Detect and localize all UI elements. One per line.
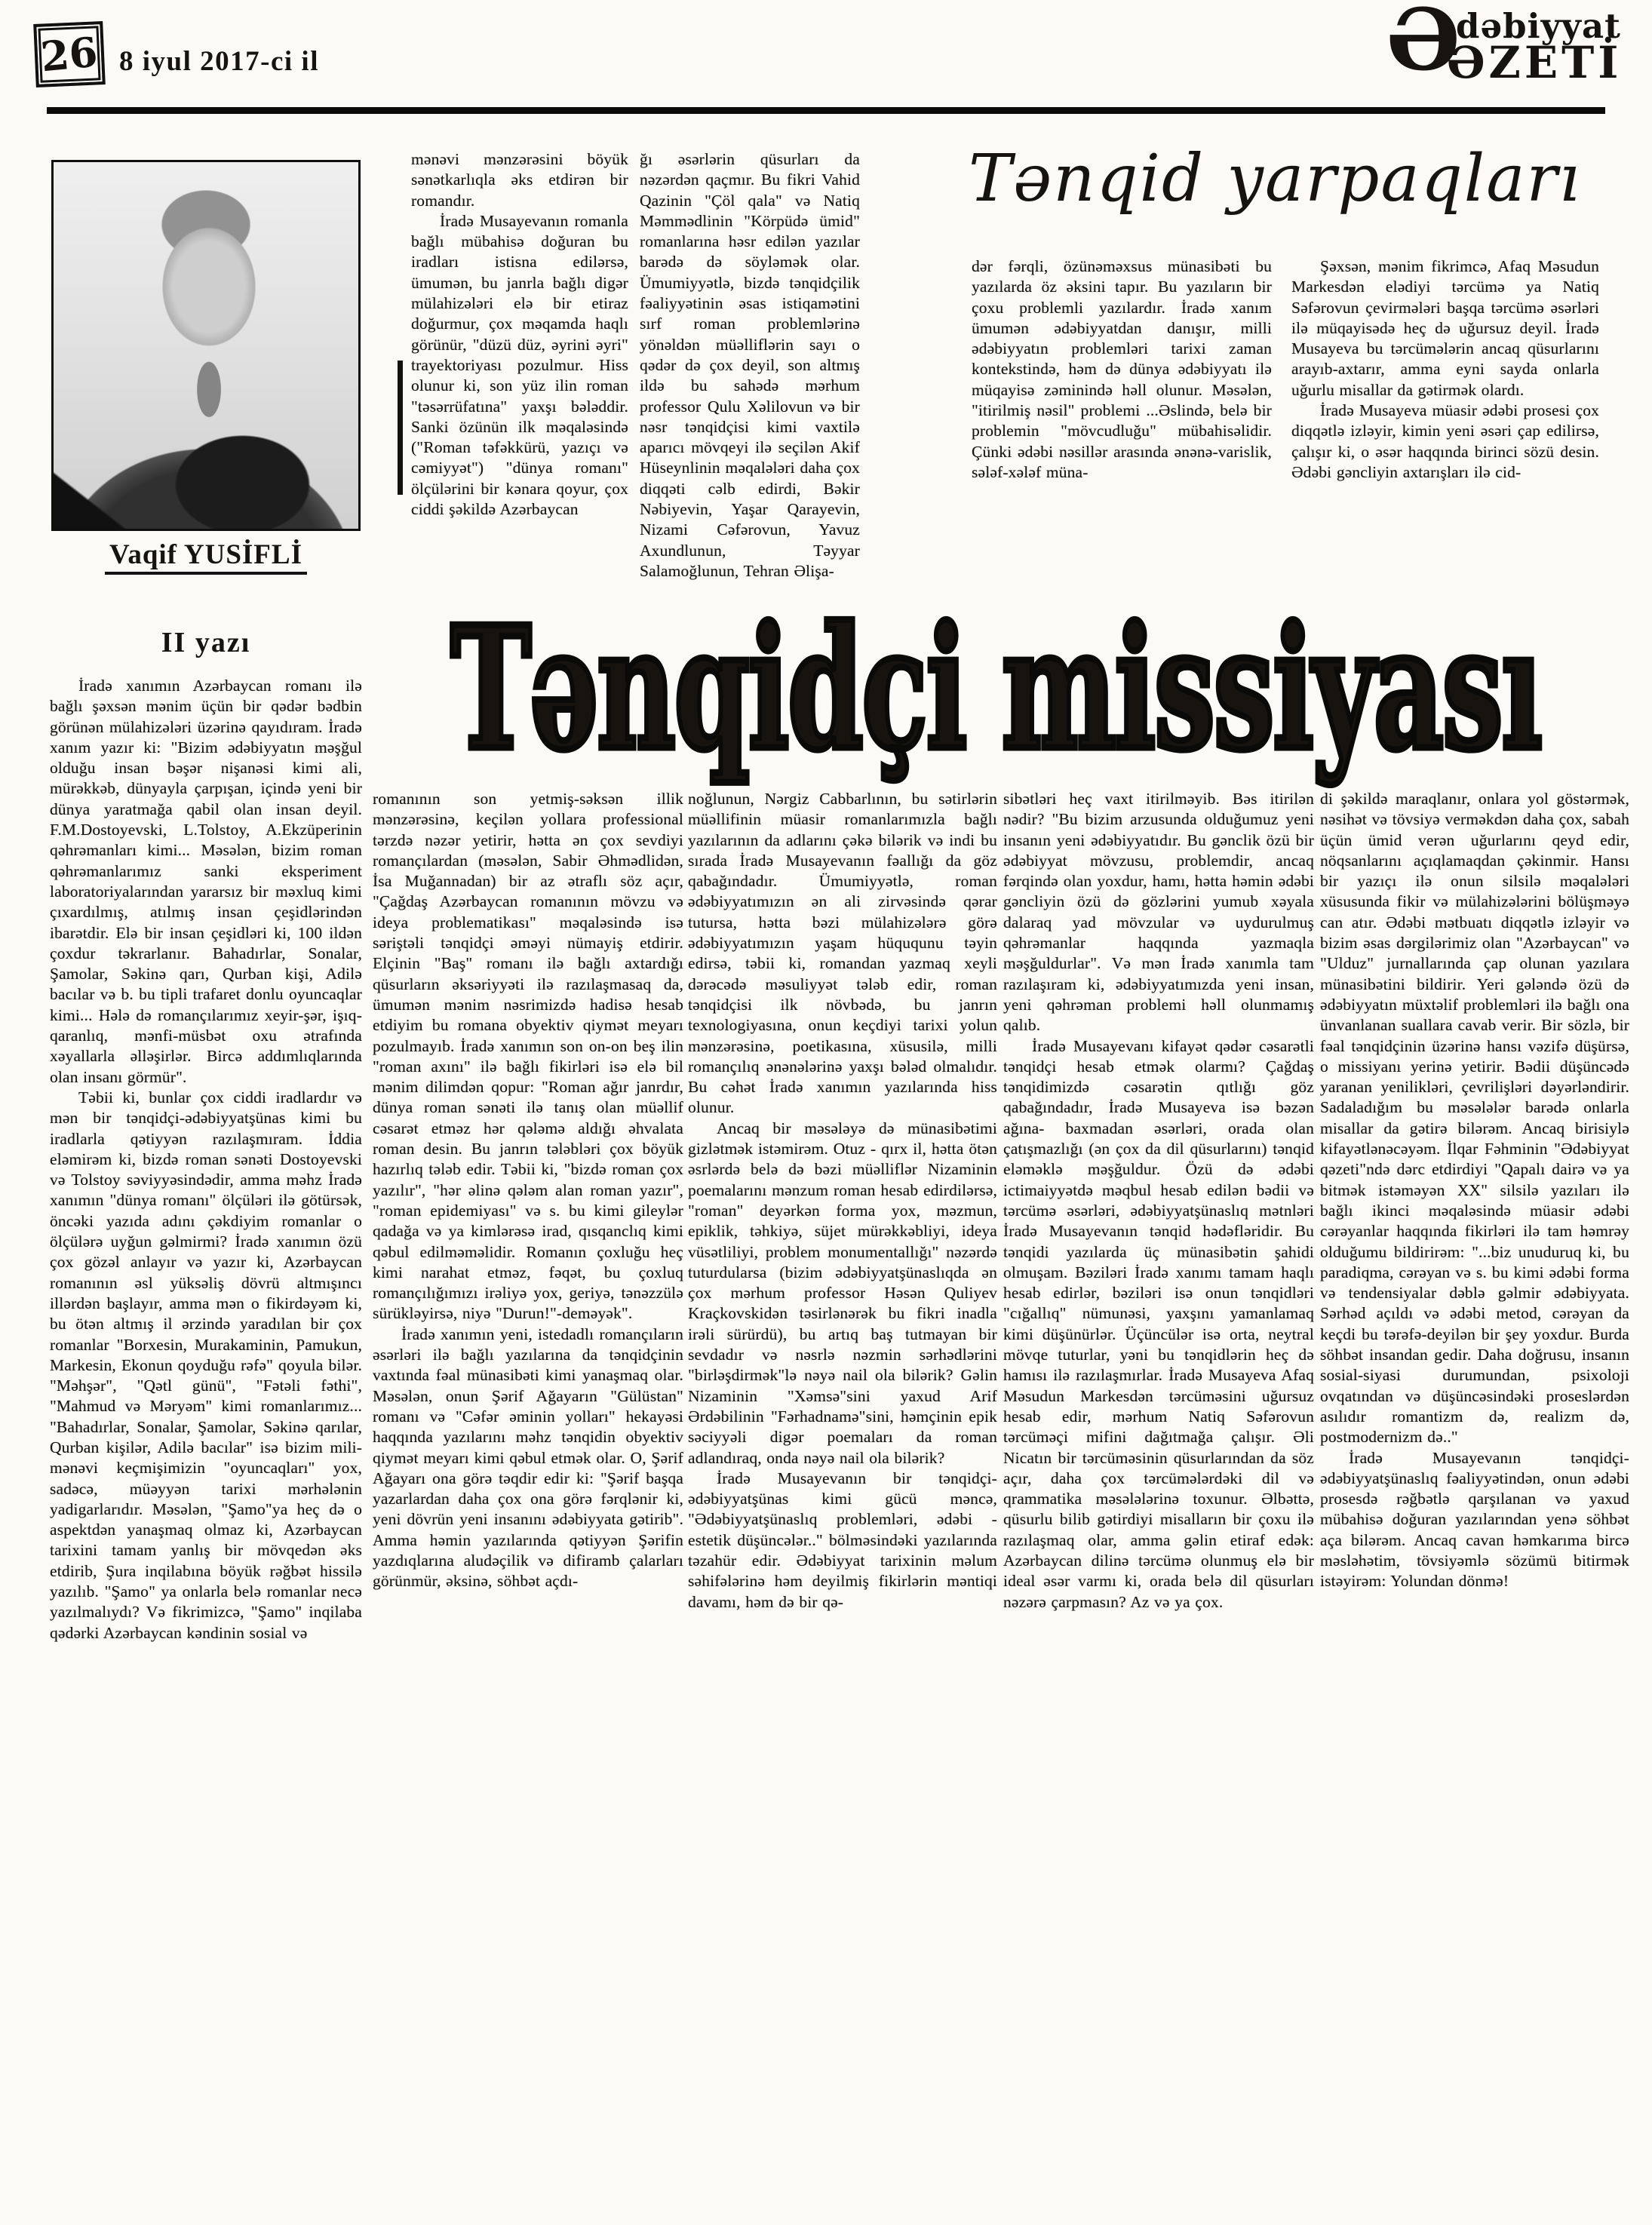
body-column-3	[688, 789, 997, 2193]
paragraph: İradə Musayevanın romanla bağlı mübahisə doğuran bu iradları istisna edilərsə, ümumən, bu janrla bağlı digər mülahizələri elə bir etiraz doğurmur, çox məqamda haqlı görünür, "düzü düz, əyrini əyri" trayektoriyası pozulmur. Hiss olunur ki, son yüz ilin roman "təsərrüfatına" yaxşı bələddir. Sanki özünün ilk məqaləsində ("Roman təfəkkürü, yazıçı və cəmiyyət") "dünya romanı" ölçülərini bir kənara qoyur, çox ciddi şəkildə Azərbaycan	[411, 211, 628, 519]
paragraph: Təbii ki, bunlar çox ciddi iradlardır və mən bir tənqidçi-ədəbiyyatşünas kimi bu iradlarla qətiyyən razılaşmıram. İddia eləmirəm ki, bizdə roman sənəti Dostoyevski və Tolstoy səviyyəsindədir, amma məhz İradə xanımın "dünya romanı" ölçüləri ilə götürsək, öncəki yazıda adını çəkdiyim romanlar o ölçülərə uyğun gəlmirmi? İradə xanımın özü çox gözəl anlayır və yazır ki, Azərbaycan romanının əsl yüksəliş dövrü altmışıncı illərdən başlayır, amma mən o fikirdəyəm ki, bu ötən altmış il ərzində yaradılan bir çox romanlar "Borxesin, Murakaminin, Pamukun, Markesin, Ekonun qoyduğu rəfə" qoyula bilər. "Məhşər", "Qətl günü", "Fətəli fəthi", "Mahmud və Məryəm" kimi romanlarımız... "Bahadırlar, Sonalar, Şamolar, Səkinə qarılar, Qurban kişilər, Adilə bacılar" isə bizim mili-mənəvi keçmişimizin "oyuncaqları" yox, sadəcə, müəyyən tarixi mərhələnin yadigarlarıdır. Məsələn, "Şamo"ya heç də o aspektdən yanaşmaq olmaz ki, Azərbaycan tarixini tamam yanlış bir mövqedən əks etdirib, Şura inqilabına böyük rəğbət hissilə yazılıb. "Şamo" ya onlarla belə romanlar necə yazılmalıydı? Və fikrimizcə, "Şamo" inqilaba qədərki Azərbaycan kəndinin sosial və	[50, 1088, 362, 1642]
paragraph: noğlunun, Nərgiz Cabbarlının, bu sətirlərin müəllifinin müasir romanlarımızla bağlı yazılarının da adlarını çəkə bilərik və indi bu sırada İradə Musayevanın fəallığı da göz qabağındadır. Ümumiyyətlə, roman ədəbiyyatımızın ən ali zirvəsində qərar tutursa, hətta bəzi mülahizələrə görə ədəbiyyatımızın yaşam hüququnu təyin edirsə, təbii ki, romandan yazmaq xeyli dərəcədə məsuliyyət tələb edir, roman tənqidçisi ilk növbədə, bu janrın texnologiyasına, onun keçdiyi tarixi yolun mənzərəsinə, poetikasına, xüsusilə, milli romançılıq ənənələrinə yaxşı bələd olmalıdır. Bu cəhət İradə xanımın yazılarında hiss olunur.	[688, 790, 997, 1117]
header-rule	[47, 107, 1605, 114]
page-date: 8 iyul 2017-ci il	[119, 46, 319, 77]
body-column-1	[50, 676, 362, 2193]
photo-caption-text: Vaqif YUSİFLİ	[105, 539, 307, 575]
page-number-box	[33, 21, 106, 87]
paragraph: İradə Musayeva müasir ədəbi prosesi çox diqqətlə izləyir, kimin yeni əsəri çap edilirsə, çalışır ki, o əsər haqqında birinci sözü desin. Ədəbi gəncliyin axtarışları ilə cid-	[1291, 401, 1599, 481]
paragraph: İradə Musayevanı kifayət qədər cəsarətli tənqidçi hesab etmək olarmı? Çağdaş tənqidimizdə cəsarətin qıtlığı göz qabağındadır, İradə Musayeva isə bəzən ağına- baxmadan əsərləri, orada olan çatışmazlığı (ən çox da dil qüsurlarını) tənqid eləməklə məşğuldur. Özü də ədəbi ictimaiyyətdə məqbul hesab edilən bədii və tərcümə əsərləri, ədəbiyyatşünaslıq mətnləri İradə Musayevanın tənqid hədəfləridir. Bu tənqidi yazılarda üç münasibətin şahidi olmuşam. Bəziləri İradə xanımı tamam haqlı hesab edirlər, bəziləri isə onun tənqidləri "cığallıq" nümunəsi, yaxşını yamanlamaq kimi düşünürlər. Üçüncülər isə orta, neytral mövqe tuturlar, yəni bu tənqidlərin heç də hamısı ilə razılaşmırlar. İradə Musayeva Afaq Məsudun Markesdən tərcüməsini uğursuz hesab edir, mərhum Natiq Səfərovun tərcüməçi mifini dağıtmağa çalışır. Əli Nicatın bir tərcüməsinin qüsurlarından da söz açır, daha çox tərcümələrdəki dil və qrammatika məsələlərinə toxunur. Əlbəttə, qüsurlu bilib gətirdiyi misalların bir çoxu ilə razılaşmaq olar, amma gəlin etiraf edək: Azərbaycan dilinə tərcümə olunmuş elə bir ideal əsər varmı ki, orada belə dil qüsurları nəzərə çarpmasın? Az və ya çox.	[1003, 1036, 1314, 1611]
lead-column-2	[640, 149, 860, 596]
rubric-title: Tənqid yarpaqları	[968, 141, 1582, 216]
scan-artifact	[398, 361, 403, 495]
paragraph: romanının son yetmiş-səksən illik mənzərəsinə, keçilən yollara professional tərzdə nəzər yetirir, hətta ən çox sevdiyi romançılardan (məsələn, Sabir Əhmədlidən, İsa Muğannadan) bir az ətraflı söz açır, "Çağdaş Azərbaycan romanının mövzu və ideya problematikası" məqaləsində isə səriştəli tənqidçi əməyi nümayiş etdirir. Elçinin "Baş" romanı ilə bağlı axtardığı qüsurların əksəriyyəti ilə razılaşmasaq da, ümumən mənim nəsrimizdə hadisə hesab etdiyim bu romana obyektiv qiymət meyarı pozulmayıb. İradə xanımın son on-on beş ilin "roman axını" ilə bağlı fikirləri isə elə bil mənim dilimdən qopur: "Roman ağır janrdır, dünya roman sənəti ilə tanış olan müəllif cəsarət etməz hər qələmə aldığı əhvalata roman desin. Bu janrın tələbləri çox böyük hazırlıq tələb edir. Təbii ki, "bizdə roman çox yazılır", "hər əlinə qələm alan roman yazır", "roman epidemiyası" və s. bu kimi gileylər qadağa və ya kimlərəsə irad, qısqanclıq kimi qəbul edilməməlidir. Romanın çoxluğu heç kimi narahat etməz, fəqət, bu çoxluq romançılığımızı irəliyə yox, geriyə, tənəzzülə sürükləyirsə, niyə "Durun!"-deməyək".	[373, 790, 683, 1323]
paragraph: sibətləri heç vaxt itirilməyib. Bəs itirilən nədir? "Bu bizim arzusunda olduğumuz yeni insanın yeni ədəbiyyatıdır. Bu gənclik özü bir ədəbiyyat mövzusu, problemdir, ancaq fərqində olan yoxdur, hamı, hətta həmin ədəbi gəncliyin özü də gözlərini yumub xəyala dalaraq yad mövzular və uydurulmuş qəhrəmanlar haqqında yazmaqla məşğuldurlar". Və mən İradə xanımla tam razılaşıram ki, ədəbiyyatımızda yeni insan, yeni qəhrəman problemi həll olunmamış qalıb.	[1003, 790, 1314, 1035]
main-headline-text: Tənqidçi missiyası	[450, 591, 1541, 788]
main-headline	[361, 593, 1631, 786]
paragraph: di şəkildə maraqlanır, onlara yol göstərmək, nəsihət və tövsiyə verməkdən daha çox, sabah üçün ümid verən uğurlarını qeyd edir, nöqsanlarını açıqlamaqdan çəkinmir. Hansı bir yazıçı ilə onun silsilə məqalələri xüsusunda fikir və mülahizələrini bölüşməyə can atır. Ədəbi mətbuatı diqqətlə izləyir və bizim əsas dərgilərimiz olan "Azərbaycan" və "Ulduz" jurnallarında çap olunan yazılara münasibətini bildirir. Yeri gələndə özü də ədəbiyyatın müxtəlif problemləri ilə bağlı ona ünvanlanan suallara cavab verir. Bir sözlə, bir fəal tənqidçinin üzərinə hansı vəzifə düşürsə, o missiyanı yerinə yetirir. Bədii düşüncədə yaranan yenilikləri, çevrilişləri dəyərləndirir. Sadaladığım bu məsələlər barədə onlarla misallar da gətirə bilərəm. Ancaq birisiylə kifayətlənəcəyəm. İlqar Fəhminin "Ədəbiyyat qəzeti"ndə dərc etdirdiyi "Qapalı dairə və ya bitmək istəməyən XX" silsilə yazıları ilə bağlı ikinci məqaləsində müasir ədəbi cərəyanlar haqqında fikirləri ilə tam həmrəy olduğumu bildirirəm: "...biz unuduruq ki, bu paradiqma, cərəyan və s. bu kimi ədəbi forma və tendensiyalar dəblə gəlmir ədəbiyyata. Sərhəd açıldı və ədəbi metod, cərəyan da keçdi bu tərəfə-deyilən bir şey yoxdur. Burda söhbət insandan gedir. Daha doğrusu, insanın sosial-siyasi durumundan, psixoloji ovqatından və düşüncəsindəki proseslərdən asılıdır romantizm də, realizm də, postmodernizm də.."	[1320, 790, 1629, 1447]
paragraph: mənəvi mənzərəsini böyük sənətkarlıqla əks etdirən bir romandır.	[411, 150, 628, 210]
masthead-ae-ligature-icon: Ə	[1386, 0, 1460, 90]
paragraph: ğı əsərlərin qüsurları da nəzərdən qaçmır. Bu fikri Vahid Qazinin "Çöl qala" və Natiq Məmmədlinin "Körpüdə ümid" romanlarına həsr edilən yazılar barədə də söyləmək olar. Ümumiyyətlə, bizdə tənqidçilik fəaliyyətinin əsas istiqamətini sırf roman problemlərinə yönəldən müəlliflərin sayı o qədər də çox deyil, son altmış ildə bu sahədə mərhum professor Qulu Xəlilovun və bir nəsr tənqidçisi kimi vaxtilə aparıcı mövqeyi ilə seçilən Akif Hüseynlinin məqalələri daha çox diqqəti cəlb edirdi, Bəkir Nəbiyevin, Yaşar Qarayevin, Nizami Cəfərovun, Yavuz Axundlunun, Təyyar Salamoğlunun, Tehran Əlişa-	[640, 150, 860, 580]
paragraph: İradə xanımın yeni, istedadlı romançıların əsərləri ilə bağlı yazılarına da tənqidçinin vaxtında fəal münasibəti kimi yanaşmaq olar. Məsələn, onun Şərif Ağayarın "Gülüstan" romanı və "Cəfər əminin yolları" hekayəsi haqqında yazılarını məhz tənqidin obyektiv qiymət meyarı kimi qəbul etmək olar. O, Şərif Ağayarı ona görə təqdir edir ki: "Şərif başqa yazarlardan daha çox ona görə fərqlənir ki, yeni dövrün yeni insanını ədəbiyyata gətirib". Amma həmin yazılarında qətiyyən Şərifin yazdıqlarına aludəçilik və difiramb çalarları görünmür, əksinə, söhbət açdı-	[373, 1324, 683, 1591]
paragraph: İradə Musayevanın tənqidçi-ədəbiyyatşünaslıq fəaliyyətindən, onun ədəbi prosesdə rəğbətlə qarşılanan və yaxud mübahisə doğuran yazılarından yenə söhbət aça bilərəm. Ancaq cavan həmkarıma bircə məsləhətim, tövsiyəmlə sözümü bitirmək istəyirəm: Yolundan dönmə!	[1320, 1448, 1629, 1591]
paragraph: İradə Musayevanın bir tənqidçi-ədəbiyyatşünas kimi gücü məncə, "Ədəbiyyatşünaslıq problemləri, ədəbi - estetik düşüncələr.." bölməsindəki yazılarında təzahür edir. Ədəbiyyat tarixinin məlum səhifələrinə həm deyilmiş fikirlərin məntiqi davamı, həm də bir qə-	[688, 1468, 997, 1611]
masthead	[1386, 0, 1623, 90]
body-column-5	[1320, 789, 1629, 2193]
lead-column-1	[411, 149, 628, 596]
photo-caption	[51, 539, 361, 571]
paragraph: Ancaq bir məsələyə də münasibətimi gizlətmək istəmirəm. Otuz - qırx il, hətta ötən əsrlərdə belə də bəzi müəlliflər Nizaminin poemalarını mənzum roman hesab edirdilərsə, "roman" deyərkən forma yox, məzmun, epiklik, təhkiyə, süjet mürəkkəbliyi, ideya vüsətliliyi, problem monumentallığı" nəzərdə tuturdularsa (bizim ədəbiyyatşünaslıqda ən çox mərhum professor Həsən Quliyev Kraçkovskidən təsirlənərək bu fikri inadla irəli sürürdü), bu artıq baş tutmayan bir sevdadır və nəsrlə nəzmin sərhədlərini "birləşdirmək"lə nəyə nail ola bilərik? Gəlin Nizaminin "Xəmsə"sini yaxud Arif Ərdəbilinin "Fərhadnamə"sini, həmçinin epik səciyyəli digər poemaları da roman adlandıraq, onda nəyə nail ola bilərik?	[688, 1119, 997, 1467]
paragraph: dər fərqli, özünəməxsus münasibəti bu yazılarda öz əksini tapır. Bu yazıların bir çoxu problemli yazılardır. İradə xanım ümumən ədəbiyyatdan danışır, milli ədəbiyyatın problemləri tarixi zaman kontekstində, həm də dünya ədəbiyyatı ilə müqayisə zəminində həll olunur. Məsələn, "itirilmiş nəsil" problemi ...Əslində, belə bir problemin "mövcudluğu" mübahisəlidir. Çünki ədəbi nəsillər arasında ənənə-varislik, sələf-xələf müna-	[972, 257, 1272, 481]
page-number: 26	[38, 27, 100, 81]
rubric-column-1	[972, 256, 1272, 600]
body-column-2	[373, 789, 683, 2193]
article-subhead: II yazı	[161, 627, 251, 658]
author-photo	[51, 160, 361, 531]
masthead-line2: ƏZETİ	[1447, 37, 1623, 88]
body-column-4	[1003, 789, 1314, 2193]
paragraph: Şəxsən, mənim fikrimcə, Afaq Məsudun Markesdən elədiyi tərcümə ya Natiq Səfərovun çevirmələri başqa tərcümə əsərləri ilə müqayisədə heç də uğursuz deyil. İradə Musayeva bu tərcümələrin ancaq qüsurlarını arayıb-axtarır, amma eyni sayda onlarla uğurlu misallar da gətirmək olardı.	[1291, 257, 1599, 399]
paragraph: İradə xanımın Azərbaycan romanı ilə bağlı şəxsən mənim üçün bir qədər bədbin görünən mülahizələri üzərinə qayıdıram. İradə xanım yazır ki: "Bizim ədəbiyyatın məşğul olduğu insan bəşər nişanəsi kimi ali, mürəkkəb, dünyayla çarpışan, içində yeni bir dünya yaratmağa qabil olan insan deyil. F.M.Dostoyevski, L.Tolstoy, A.Ekzüperinin qəhrəmanları kimi... Məsələn, bizim roman qəhrəmanlarımız sanki eksperiment laboratoriyalarından yararsız bir məxluq kimi çıxardılmış, atılmış insan çeşidlərindən ibarətdir. Elə bir insan çeşidləri ki, 100 ildən çoxdur təkrarlanır. Bahadırlar, Sonalar, Şamolar, Səkinə qarı, Qurban kişi, Adilə bacılar və b. bu tipli trafaret donlu oyuncaqlar kimi... Hələ də romançılarımız xeyir-şər, işıq-qaranlıq, mənfi-müsbət oxu ətrafında xəyallarla əlləşirlər. Bircə addımlıqlarında olan insanı görmür".	[50, 677, 362, 1086]
rubric-column-2	[1291, 256, 1599, 600]
masthead-line1: dəbiyyat	[1456, 6, 1621, 46]
